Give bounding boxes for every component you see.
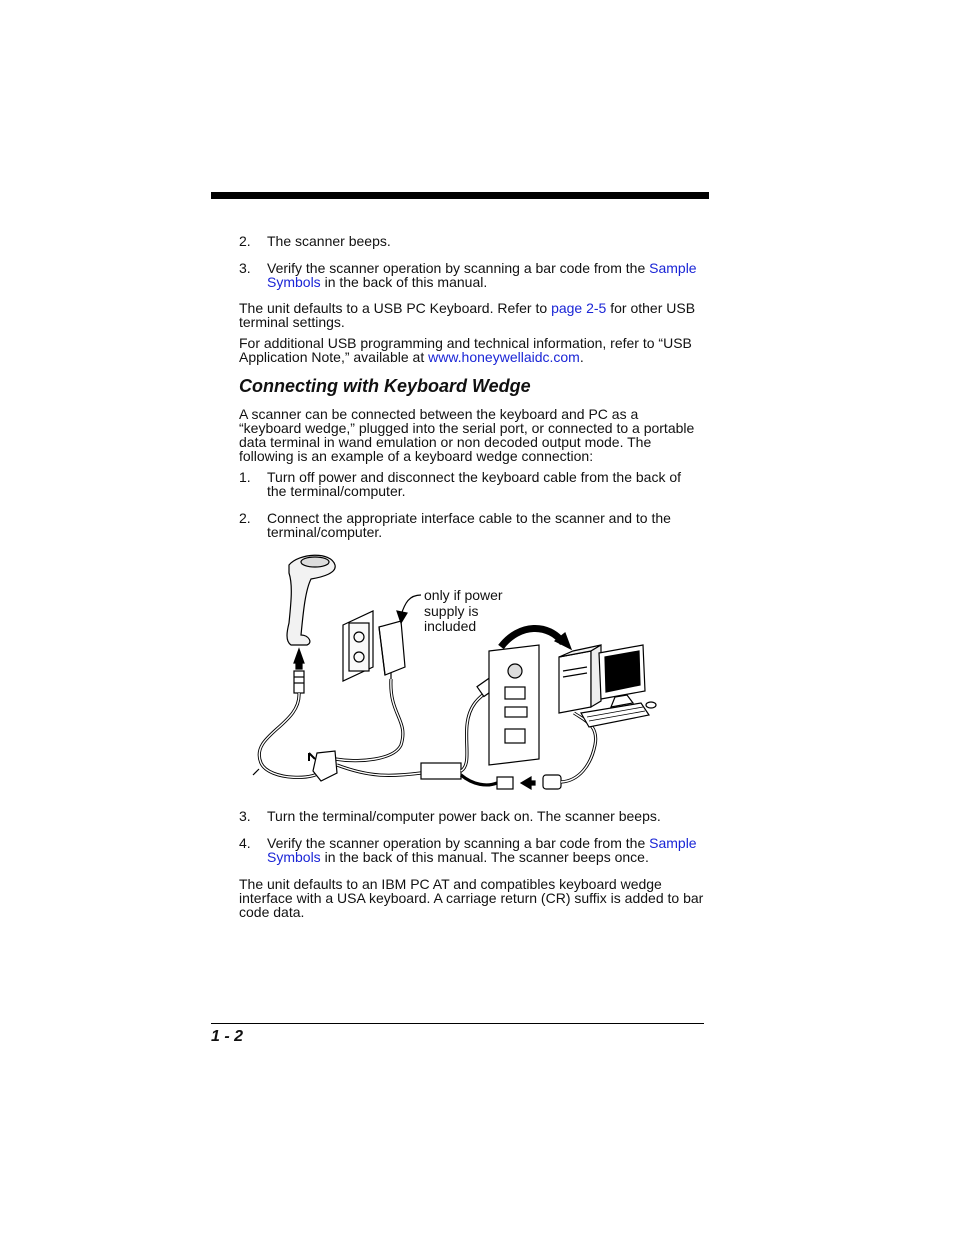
keyboard-wedge-connection-diagram xyxy=(239,545,679,795)
paragraph-usb-default: The unit defaults to a USB PC Keyboard. Refer to page 2-5 for other USB terminal settings. xyxy=(239,300,696,330)
header-rule xyxy=(211,192,709,199)
footer-rule xyxy=(211,1023,704,1024)
sample-symbols-link[interactable]: Sample Symbols xyxy=(267,260,697,290)
list-text: The scanner beeps. xyxy=(267,233,391,249)
list-text: Verify the scanner operation by scanning a bar code from the Sample Symbols in the back of this manual. The scanner beeps once. xyxy=(267,835,697,865)
section-heading: Connecting with Keyboard Wedge xyxy=(239,376,531,396)
list-text: Verify the scanner operation by scanning a bar code from the Sample Symbols in the back of this manual. xyxy=(267,260,697,290)
honeywell-website-link[interactable]: www.honeywellaidc.com xyxy=(428,349,580,365)
list-text: Turn the terminal/computer power back on. The scanner beeps. xyxy=(267,808,661,824)
list-text: Turn off power and disconnect the keyboard cable from the back of the terminal/computer. xyxy=(267,469,682,499)
sample-symbols-link[interactable]: Sample Symbols xyxy=(267,835,697,865)
page-number: 1 - 2 xyxy=(211,1028,244,1045)
page-2-5-link[interactable]: page 2-5 xyxy=(551,300,607,316)
list-number: 2. xyxy=(239,510,251,526)
paragraph-keyboard-wedge: A scanner can be connected between the keyboard and PC as a “keyboard wedge,” plugged into the serial port, or connected to a portable data terminal in wand emulation or non decoded output mode. The following is an example of a keyboard wedge connection: xyxy=(239,406,695,464)
list-number: 2. xyxy=(239,233,251,249)
figure-callout: only if power supply is included xyxy=(424,587,503,634)
paragraph-usb-info: For additional USB programming and technical information, refer to “USB Application Note,” available at www.honeywellaidc.com. xyxy=(239,335,692,365)
list-number: 3. xyxy=(239,808,251,824)
scanner-illustration xyxy=(287,555,335,645)
list-text: Connect the appropriate interface cable to the scanner and to the terminal/computer. xyxy=(267,510,671,540)
list-number: 3. xyxy=(239,260,251,276)
list-number: 1. xyxy=(239,469,251,485)
list-number: 4. xyxy=(239,835,251,851)
paragraph-defaults: The unit defaults to an IBM PC AT and compatibles keyboard wedge interface with a USA keyboard. A carriage return (CR) suffix is added to bar code data. xyxy=(239,876,704,920)
